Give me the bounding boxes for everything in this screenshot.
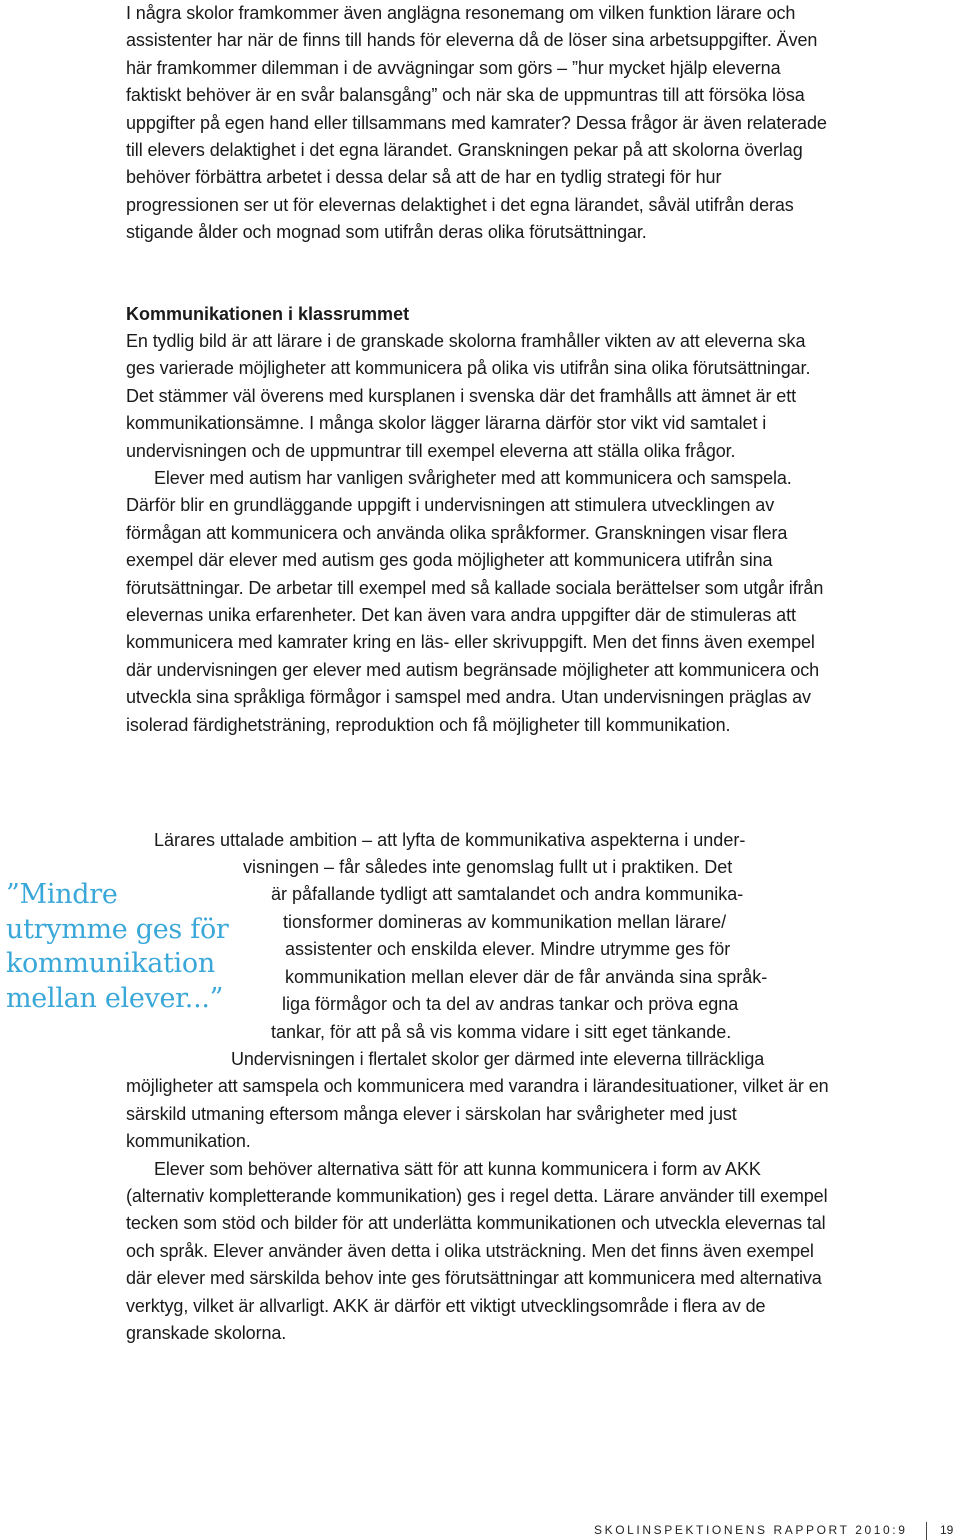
wrap-line: tankar, för att på så vis komma vidare i sitt eget tänkande.	[271, 1022, 732, 1042]
wrap-line: assistenter och enskilda elever. Mindre utrymme ges för	[285, 939, 731, 959]
paragraph: Elever med autism har vanligen svårigheter med att kommunicera och samspela. Därför blir en grundläggande uppgift i undervisningen att stimulera utvecklingen av förmågan att kommunicera och använda olika språkformer. Granskningen visar flera exempel där elever med autism ges goda möjligheter att kommunicera utifrån sina förutsättningar. De arbetar till exempel med så kallade sociala berättelser som utgår ifrån elevernas unika erfarenheter. Det kan även vara andra uppgifter där de stimuleras att kommunicera med kamrater kring en läs- eller skrivuppgift. Men det finns även exempel där undervisningen ger elever med autism begränsade möjligheter att kommunicera och utveckla sina språkliga förmågor i samspel med andra. Utan undervisningen präglas av isolerad färdighetsträning, reproduktion och få möjligheter till kommunikation.	[126, 468, 824, 735]
report-footer: SKOLINSPEKTIONENS RAPPORT 2010:9	[594, 1523, 908, 1537]
page-number: 19	[940, 1523, 954, 1537]
section-body	[126, 328, 831, 739]
wrap-line: kommunikation mellan elever där de får använda sina språk-	[285, 967, 768, 987]
pull-quote-line: utrymme ges för	[6, 913, 229, 945]
after-body	[126, 1046, 831, 1347]
intro-paragraph	[126, 0, 831, 247]
pull-quote-line: ”Mindre	[6, 879, 118, 910]
paragraph: En tydlig bild är att lärare i de granskade skolorna framhåller vikten av att eleverna ska ges varierade möjligheter att kommunicera på olika vis utifrån sina olika förutsättningar. Det stämmer väl överens med kursplanen i svenska där det framhålls att ämnet är ett kommunikationsämne. I många skolor lägger lärarna därför stor vikt vid samtalet i undervisningen och de uppmuntrar till exempel eleverna att ställa olika frågor.	[126, 331, 811, 461]
paragraph: Elever som behöver alternativa sätt för att kunna kommunicera i form av AKK (alternativ kompletterande kommunikation) ges i regel detta. Lärare använder till exempel tecken som stöd och bilder för att underlätta kommunikationen och utveckla elevernas tal och språk. Elever använder även detta i olika utsträckning. Men det finns även exempel där elever med särskilda behov inte ges förutsättningar att kommunicera med alternativa verktyg, vilket är allvarligt. AKK är därför ett viktigt utvecklingsområde i flera av de granskade skolorna.	[126, 1158, 828, 1344]
pull-quote-line: mellan elever...”	[6, 982, 224, 1014]
wrap-line: liga förmågor och ta del av andras tankar och pröva egna	[282, 994, 739, 1014]
paragraph: Undervisningen i flertalet skolor ger därmed inte eleverna tillräckliga möjligheter att samspela och kommunicera med varandra i lärandesituationer, vilket är en särskild utmaning eftersom många elever i särskolan har svårigheter med just kommunikation.	[126, 1049, 829, 1152]
wrap-line: visningen – får således inte genomslag fullt ut i praktiken. Det	[243, 857, 733, 877]
wrap-line: tionsformer domineras av kommunikation mellan lärare/	[283, 912, 727, 932]
footer-divider	[926, 1522, 927, 1540]
section-heading: Kommunikationen i klassrummet	[126, 304, 410, 324]
pull-quote	[6, 878, 246, 1016]
wrap-line: är påfallande tydligt att samtalandet och andra kommunika-	[271, 884, 744, 904]
wrap-line: Lärares uttalade ambition – att lyfta de kommunikativa aspekterna i under-	[154, 830, 746, 850]
intro-text: I några skolor framkommer även anglägna resonemang om vilken funktion lärare och assistenter har när de finns till hands för eleverna då de löser sina arbetsuppgifter. Även här framkommer dilemman i de avvägningar som görs – ”hur mycket hjälp eleverna faktiskt behöver är en svår balansgång” och när ska de uppmuntras till att försöka lösa uppgifter på egen hand eller tillsammans med kamrater? Dessa frågor är även relaterade till elevers delaktighet i det egna lärandet. Granskningen pekar på att skolorna överlag behöver förbättra arbetet i dessa delar så att de har en tydlig strategi för hur progressionen ser ut för elevernas delaktighet i det egna lärandet, såväl utifrån deras stigande ålder och mognad som utifrån deras olika förutsättningar.	[126, 3, 827, 243]
pull-quote-line: kommunikation	[6, 948, 215, 979]
